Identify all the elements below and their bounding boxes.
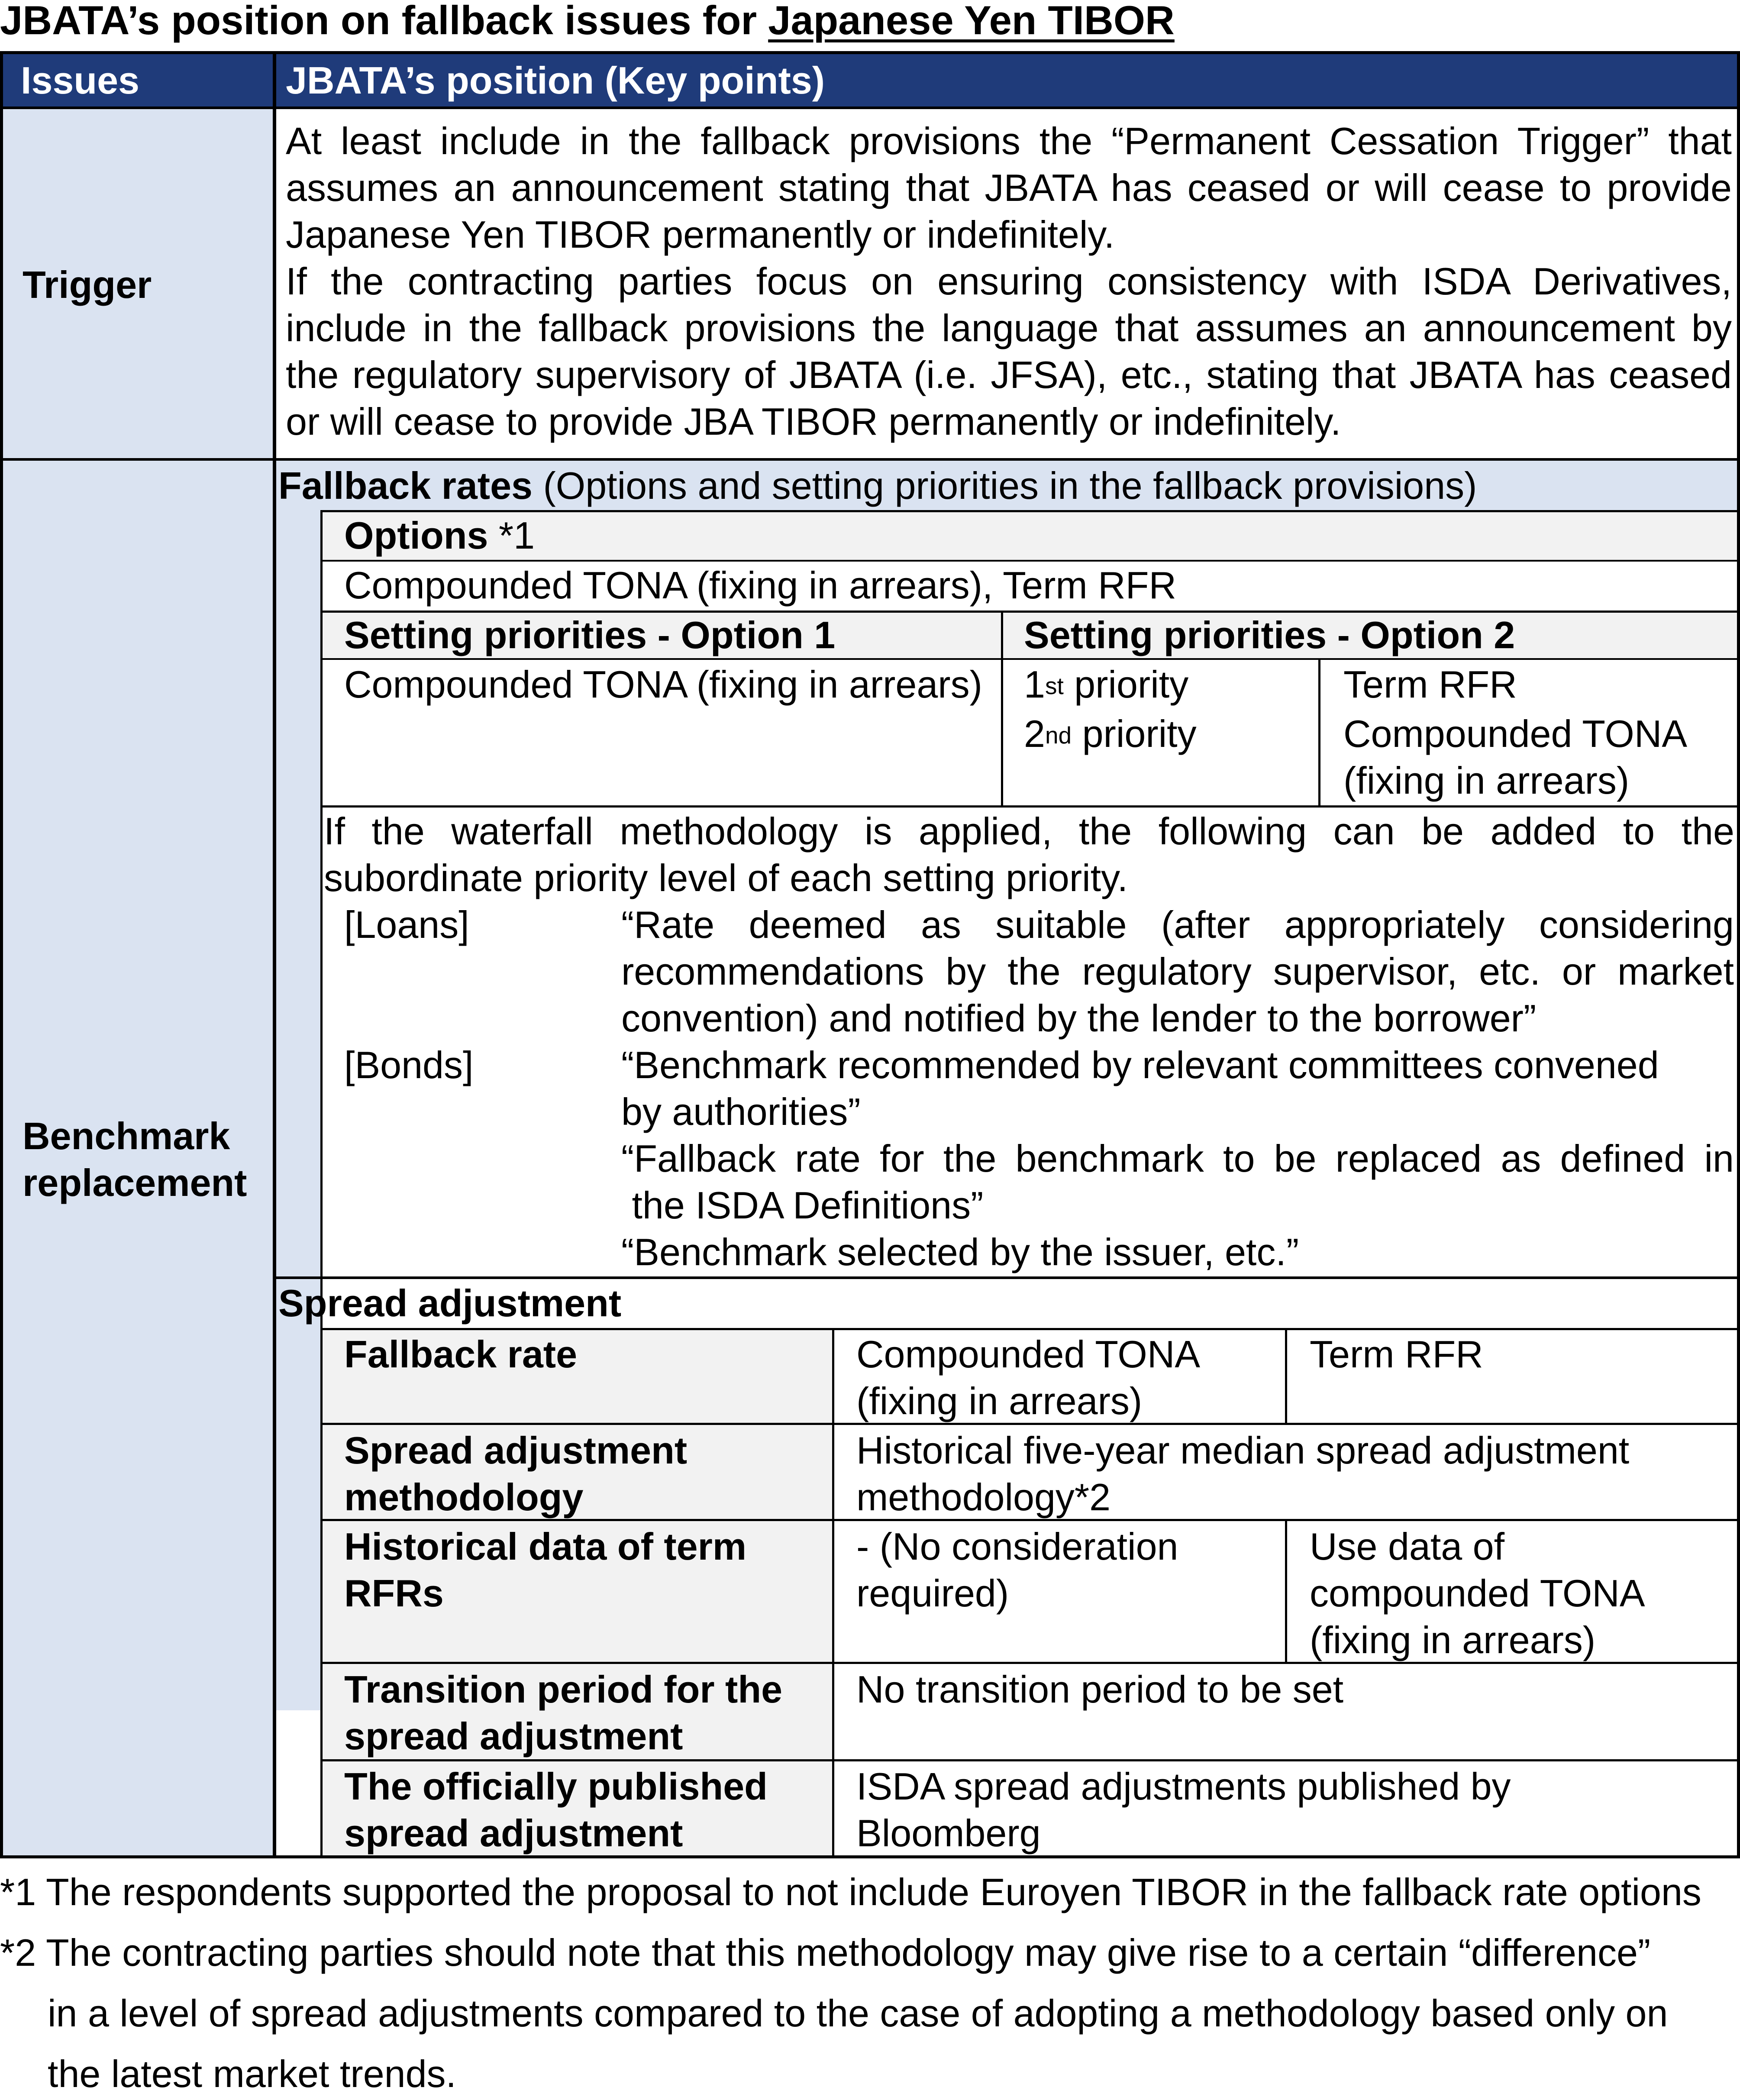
options-value: Compounded TONA (fixing in arrears), Term RFR [344,564,1177,607]
bonds-line: the ISDA Definitions” [621,1184,984,1227]
trigger-text [286,118,1732,445]
priority-1: 1st priority [1024,663,1189,706]
priority-2: 2nd priority [1024,712,1197,755]
title-underlined: Japanese Yen TIBOR [768,0,1175,43]
spread-label-line [832,1328,834,1858]
footnote-2-cont [48,1990,1668,2097]
bonds-text [621,1042,1734,1276]
footnote-2-line: in a level of spread adjustments compared to the case of adopting a methodology based only on [48,1992,1668,2035]
header-issues: Issues [21,59,139,102]
spread-row-span: No transition period to be set [856,1668,1344,1711]
loans-text [621,901,1734,1042]
waterfall-line: If the waterfall methodology is applied, the following can be added to the [324,810,1734,853]
header-row-divider [0,107,1740,109]
header-position: JBATA’s position (Key points) [286,59,825,102]
trigger-row-divider [0,458,1740,461]
bonds-line: “Fallback rate for the benchmark to be replaced as defined in [621,1137,1734,1180]
spread-row-label: Spread adjustment methodology [344,1429,688,1518]
footnote-2-mark: *2 [0,1931,36,1974]
fallback-rates-bold: Fallback rates [278,464,533,507]
spread-row-label: The officially published spread adjustment [344,1765,768,1854]
footnote-1 [0,1869,1701,1916]
options-note: *1 [488,514,535,557]
priority-values-line [1318,658,1320,806]
option2-value-line: Compounded TONA [1343,712,1688,755]
footnote-2-line: The contracting parties should note that this methodology may give rise to a certain “difference” [36,1931,1651,1974]
trigger-label: Trigger [23,263,152,306]
spread-row-col1: - (No consideration required) [856,1525,1178,1615]
loans-label: [Loans] [344,903,469,946]
fallback-bottom-line [276,1276,1740,1279]
options-line [320,560,1740,562]
option2-priorities [1024,661,1197,757]
bonds-line: by authorities” [621,1090,861,1133]
footnote-1-mark: *1 [0,1871,36,1913]
spread-row-col2: Term RFR [1310,1333,1483,1376]
fallback-rates-heading [278,462,1477,509]
options-bold: Options [344,514,488,557]
trigger-line: assumes an announcement stating that JBATA has ceased or will cease to provide [286,166,1732,209]
loans-line: recommendations by the regulatory supervisor, etc. or market [621,950,1734,993]
spread-col-line-3 [1285,1519,1287,1663]
footnote-2 [0,1929,1650,1976]
trigger-line: the regulatory supervisory of JBATA (i.e. JFSA), etc., stating that JBATA has ceased [286,353,1732,396]
priorities-mid-line [1001,611,1003,806]
loans-line: convention) and notified by the lender to the borrower” [621,997,1537,1040]
spread-col-line-1 [1285,1328,1287,1424]
benchmark-label [23,1113,247,1206]
col-divider [273,51,276,1858]
spread-row-span: Historical five-year median spread adjustment methodology*2 [856,1429,1630,1518]
trigger-line: At least include in the fallback provisions the “Permanent Cessation Trigger” that [286,120,1732,162]
option2-value-line: (fixing in arrears) [1343,759,1630,802]
spread-top-line [320,1328,1740,1330]
spread-row-label: Fallback rate [344,1333,578,1376]
trigger-line: include in the fallback provisions the language that assumes an announcement by [286,307,1732,349]
fallback-rates-rest: (Options and setting priorities in the fallback provisions) [533,464,1477,507]
trigger-line: If the contracting parties focus on ensuring consistency with ISDA Derivatives, [286,260,1732,303]
spread-row-col1: Compounded TONA (fixing in arrears) [856,1333,1201,1422]
options-heading [344,512,535,559]
spread-heading: Spread adjustment [278,1282,622,1325]
trigger-line: or will cease to provide JBA TIBOR permanently or indefinitely. [286,400,1341,443]
waterfall-text [324,808,1734,901]
trigger-line: Japanese Yen TIBOR permanently or indefinitely. [286,213,1115,256]
footnote-1-text: The respondents supported the proposal to not include Euroyen TIBOR in the fallback rate options [36,1871,1701,1913]
benchmark-label-line: replacement [23,1161,247,1204]
bonds-line: “Benchmark selected by the issuer, etc.” [621,1231,1299,1273]
spread-left-line [320,1328,323,1858]
spread-row-label: Transition period for the spread adjustment [344,1668,783,1758]
spread-row-span: ISDA spread adjustments published by Bloomberg [856,1765,1511,1854]
option2-value-line: Term RFR [1343,663,1517,706]
option2-heading: Setting priorities - Option 2 [1024,614,1515,656]
priorities-bottom-line [320,805,1740,808]
title-prefix: JBATA’s position on fallback issues for [0,0,768,43]
waterfall-line: subordinate priority level of each setting priority. [324,856,1128,899]
bonds-line: “Benchmark recommended by relevant committees convened [621,1044,1659,1086]
page-title [0,0,1740,46]
option2-values [1343,661,1687,804]
option1-value: Compounded TONA (fixing in arrears) [344,663,982,706]
footnote-2-line: the latest market trends. [48,2052,456,2095]
loans-line: “Rate deemed as suitable (after appropriately considering [621,903,1734,946]
bonds-label: [Bonds] [344,1044,474,1086]
spread-row-col2: Use data of compounded TONA (fixing in arrears) [1310,1525,1645,1661]
spread-row-label: Historical data of term RFRs [344,1525,747,1615]
option1-heading: Setting priorities - Option 1 [344,614,836,656]
benchmark-label-line: Benchmark [23,1115,230,1157]
